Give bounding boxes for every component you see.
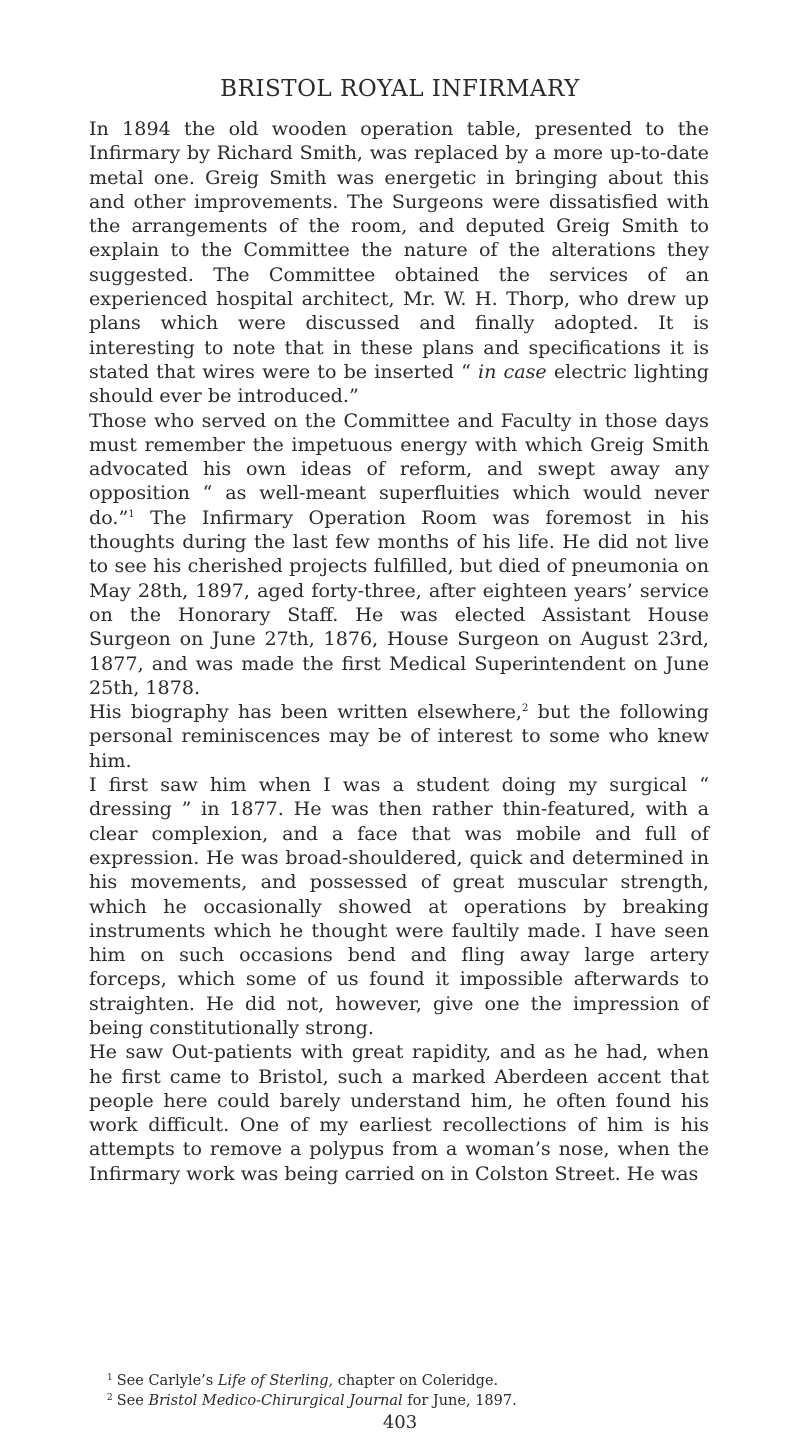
footnotes <box>89 1371 709 1411</box>
emphasis-in-case: in case <box>478 359 547 383</box>
paragraph-5: He saw Out-patients with great rapidity, and as he had, when he first came to Bristol, such a marked Aberdeen accent that people here could barely understand him, he often found his work difficult. One of my earliest recollections of him is his attempts to remove a polypus from a woman’s nose, when the Infirmary work was being carried on in Colston Street. He was <box>89 1040 709 1185</box>
footnote-ref-2[interactable]: 2 <box>522 703 529 715</box>
running-head: BRISTOL ROYAL INFIRMARY <box>220 76 580 102</box>
paragraph-3: His biography has been written elsewhere,$^2$ but the following personal reminiscences may be of interest to some who knew him. <box>89 700 709 772</box>
footnote-1: $^1$ See Carlyle’s Life of Sterling, chapter on Coleridge. <box>107 1373 499 1389</box>
page-number: 403 <box>382 1412 418 1433</box>
paragraph-1: In 1894 the old wooden operation table, presented to the Infirmary by Richard Smith, was replaced by a more up-to-date metal one. Greig Smith was energetic in bringing about this and other improvements. The Surgeons were dissatisfied with the arrangements of the room, and deputed Greig Smith to explain to the Committee the nature of the alterations they suggested. The Committee obtained the services of an experienced hospital architect, Mr. W. H. Thorp, who drew up plans which were discussed and finally adopted. It is interesting to note that in these plans and specifications it is stated that wires were to be inserted “ in case electric lighting should ever be introduced.” <box>89 117 709 408</box>
footnote-2: $^2$ See Bristol Medico-Chirurgical Journal for June, 1897. <box>107 1393 517 1409</box>
footnote-ref-1[interactable]: 1 <box>128 508 135 520</box>
body-text <box>89 117 709 1186</box>
paragraph-4: I first saw him when I was a student doing my surgical “ dressing ” in 1877. He was then rather thin-featured, with a clear complexion, and a face that was mobile and full of expression. He was broad-shouldered, quick and determined in his movements, and possessed of great muscular strength, which he occasionally showed at operations by breaking instruments which he thought were faultily made. I have seen him on such occasions bend and fling away large artery forceps, which some of us found it impossible afterwards to straighten. He did not, however, give one the impression of being constitutionally strong. <box>89 773 709 1039</box>
paragraph-2: Those who served on the Committee and Faculty in those days must remember the impetuous energy with which Greig Smith advocated his own ideas of reform, and swept away any opposition “ as well-meant superfluities which would never do.”$^1$ The Infirmary Operation Room was foremost in his thoughts during the last few months of his life. He did not live to see his cherished projects fulfilled, but died of pneumonia on May 28th, 1897, aged forty-three, after eighteen years’ service on the Honorary Staff. He was elected Assistant House Surgeon on June 27th, 1876, House Surgeon on August 23rd, 1877, and was made the first Medical Superintendent on June 25th, 1878. <box>89 408 709 699</box>
